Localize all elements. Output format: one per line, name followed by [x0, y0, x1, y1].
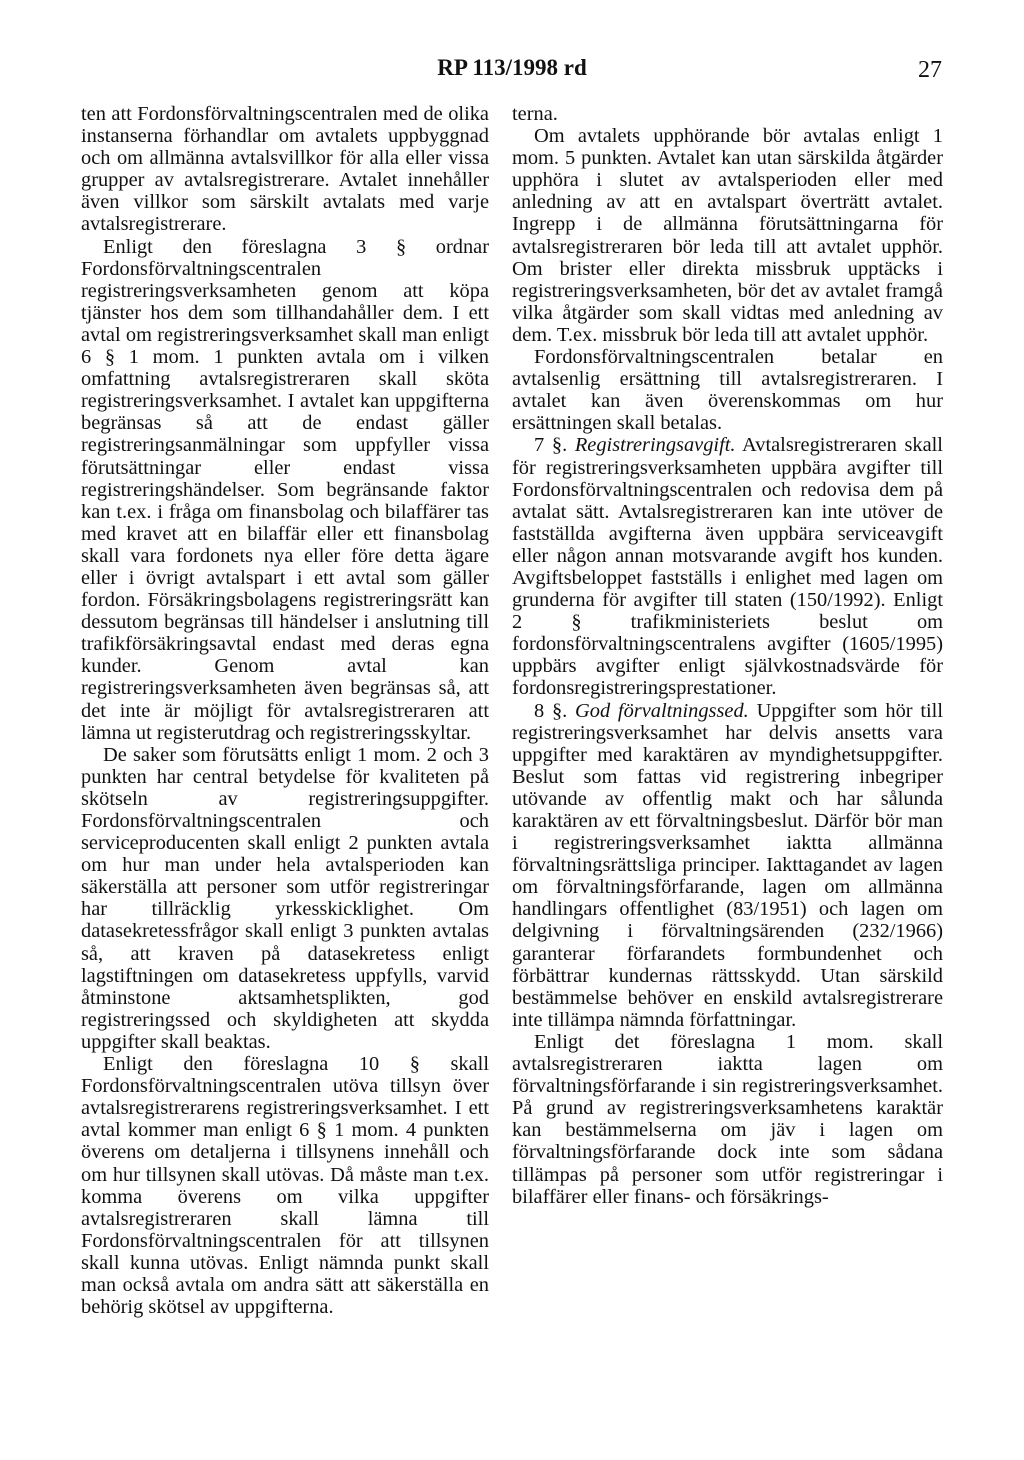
section-7-text: Avtalsregistreraren skall för registreringsverksamheten uppbära avgifter till Fordonsförvaltningscentralen och redovisa dem på avtalat sätt. Avtalsregistreraren kan inte utöver de fastställda avgifterna även uppbära serviceavgift eller någon annan motsvarande avgift hos kunden. Avgiftsbeloppet fastställs i enlighet med lagen om grunderna för avgifter till staten (150/1992). Enligt 2 § trafikministeriets beslut om fordonsförvaltningscentralens avgifter (1605/1995) uppbärs avgifter enligt självkostnadsvärde för fordonsregistreringsprestationer. [512, 434, 943, 700]
document-title: RP 113/1998 rd [437, 55, 587, 80]
page-header [0, 54, 1024, 84]
section-7-paragraph [512, 434, 943, 699]
paragraph: De saker som förutsätts enligt 1 mom. 2 och 3 punkten har central betydelse för kvaliteten på skötseln av registreringsuppgifter. Fordonsförvaltningscentralen och serviceproducenten skall enligt 2 punkten avtala om hur man under hela avtalsperioden kan säkerställa att personer som utför registreringar har tillräcklig yrkesskicklighet. Om datasekretessfrågor skall enligt 3 punkten avtalas så, att kraven på datasekretess enligt lagstiftningen om datasekretess uppfylls, varvid åtminstone aktsamhetsplikten, god registreringssed och skyldigheten att skydda uppgifter skall beaktas. [81, 743, 489, 1053]
paragraph: Enligt den föreslagna 3 § ordnar Fordonsförvaltningscentralen registreringsverksamheten genom att köpa tjänster hos dem som tillhandahåller dem. I ett avtal om registreringsverksamhet skall man enligt 6 § 1 mom. 1 punkten avtala om i vilken omfattning avtalsregistreraren skall sköta registreringsverksamhet. I avtalet kan uppgifterna begränsas så att de endast gäller registreringsanmälningar som uppfyller vissa förutsättningar eller endast vissa registreringshändelser. Som begränsande faktor kan t.ex. i fråga om finansbolag och bilaffärer tas med kravet att en bilaffär eller ett finansbolag skall vara fordonets nya eller före detta ägare eller i övrigt avtalspart i ett avtal som gäller fordon. Försäkringsbolagens registreringsrätt kan dessutom begränsas till händelser i anslutning till trafikförsäkringsavtal endast med deras egna kunder. Genom avtal kan registreringsverksamheten även begränsas så, att det inte är möjligt för avtalsregistreraren att lämna ut registerutdrag och registreringsskyltar. [81, 235, 489, 744]
section-7-number: 7 §. [534, 434, 568, 457]
paragraph: Fordonsförvaltningscentralen betalar en avtalsenlig ersättning till avtalsregistreraren. I avtalet kan även överenskommas om hur ersättningen skall betalas. [512, 346, 943, 435]
page-number: 27 [918, 57, 942, 83]
paragraph: Enligt det föreslagna 1 mom. skall avtalsregistreraren iaktta lagen om förvaltningsförfarande i sin registreringsverksamhet. På grund av registreringsverksamhetens karaktär kan bestämmelserna om jäv i lagen om förvaltningsförfarande dock inte som sådana tillämpas på personer som utför registreringar i bilaffärer eller finans- och försäkrings- [512, 1030, 943, 1208]
paragraph: ten att Fordonsförvaltningscentralen med de olika instanserna förhandlar om avtalets uppbyggnad och om allmänna avtalsvillkor för alla eller vissa grupper av avtalsregistrerare. Avtalet innehåller även villkor som särskilt avtalats med varje avtalsregistrerare. [81, 103, 489, 236]
section-8-heading: God förvaltningssed. [575, 699, 749, 722]
section-8-text: Uppgifter som hör till registreringsverksamhet har delvis ansetts vara uppgifter med karaktären av myndighetsuppgifter. Beslut som fattas vid registrering inbegriper utövande av offentlig makt och har sålunda karaktären av ett förvaltningsbeslut. Därför bör man i registreringsverksamhet iaktta allmänna förvaltningsrättsliga principer. Iakttagandet av lagen om förvaltningsförfarande, lagen om allmänna handlingars offentlighet (83/1951) och lagen om delgivning i förvaltningsärenden (232/1966) garanterar förfarandets formbundenhet och förbättrar kundernas rättsskydd. Utan särskild bestämmelse behöver en enskild avtalsregistrerare inte tillämpa nämnda författningar. [512, 699, 943, 1031]
section-7-heading: Registreringsavgift. [574, 434, 736, 457]
paragraph-continuation: terna. [512, 103, 558, 125]
section-8-number: 8 §. [534, 699, 568, 722]
right-column [512, 103, 943, 1208]
left-column [81, 103, 489, 1318]
paragraph: Om avtalets upphörande bör avtalas enligt 1 mom. 5 punkten. Avtalet kan utan särskilda åtgärder upphöra i slutet av avtalsperioden eller med anledning av att en avtalspart överträtt avtalet. Ingrepp i de allmänna förutsättningarna för avtalsregistreraren bör leda till att avtalet upphör. Om brister eller direkta missbruk upptäcks i registreringsverksamheten, bör det av avtalet framgå vilka åtgärder som skall vidtas med anledning av dem. T.ex. missbruk bör leda till att avtalet upphör. [512, 125, 943, 346]
section-8-paragraph [512, 700, 943, 1031]
paragraph: Enligt den föreslagna 10 § skall Fordonsförvaltningscentralen utöva tillsyn över avtalsregistrerarens registreringsverksamhet. I ett avtal kommer man enligt 6 § 1 mom. 4 punkten överens om detaljerna i tillsynens innehåll och om hur tillsynen skall utövas. Då måste man t.ex. komma överens om vilka uppgifter avtalsregistreraren skall lämna till Fordonsförvaltningscentralen för att tillsynen skall kunna utövas. Enligt nämnda punkt skall man också avtala om andra sätt att säkerställa en behörig skötsel av uppgifterna. [81, 1053, 489, 1319]
